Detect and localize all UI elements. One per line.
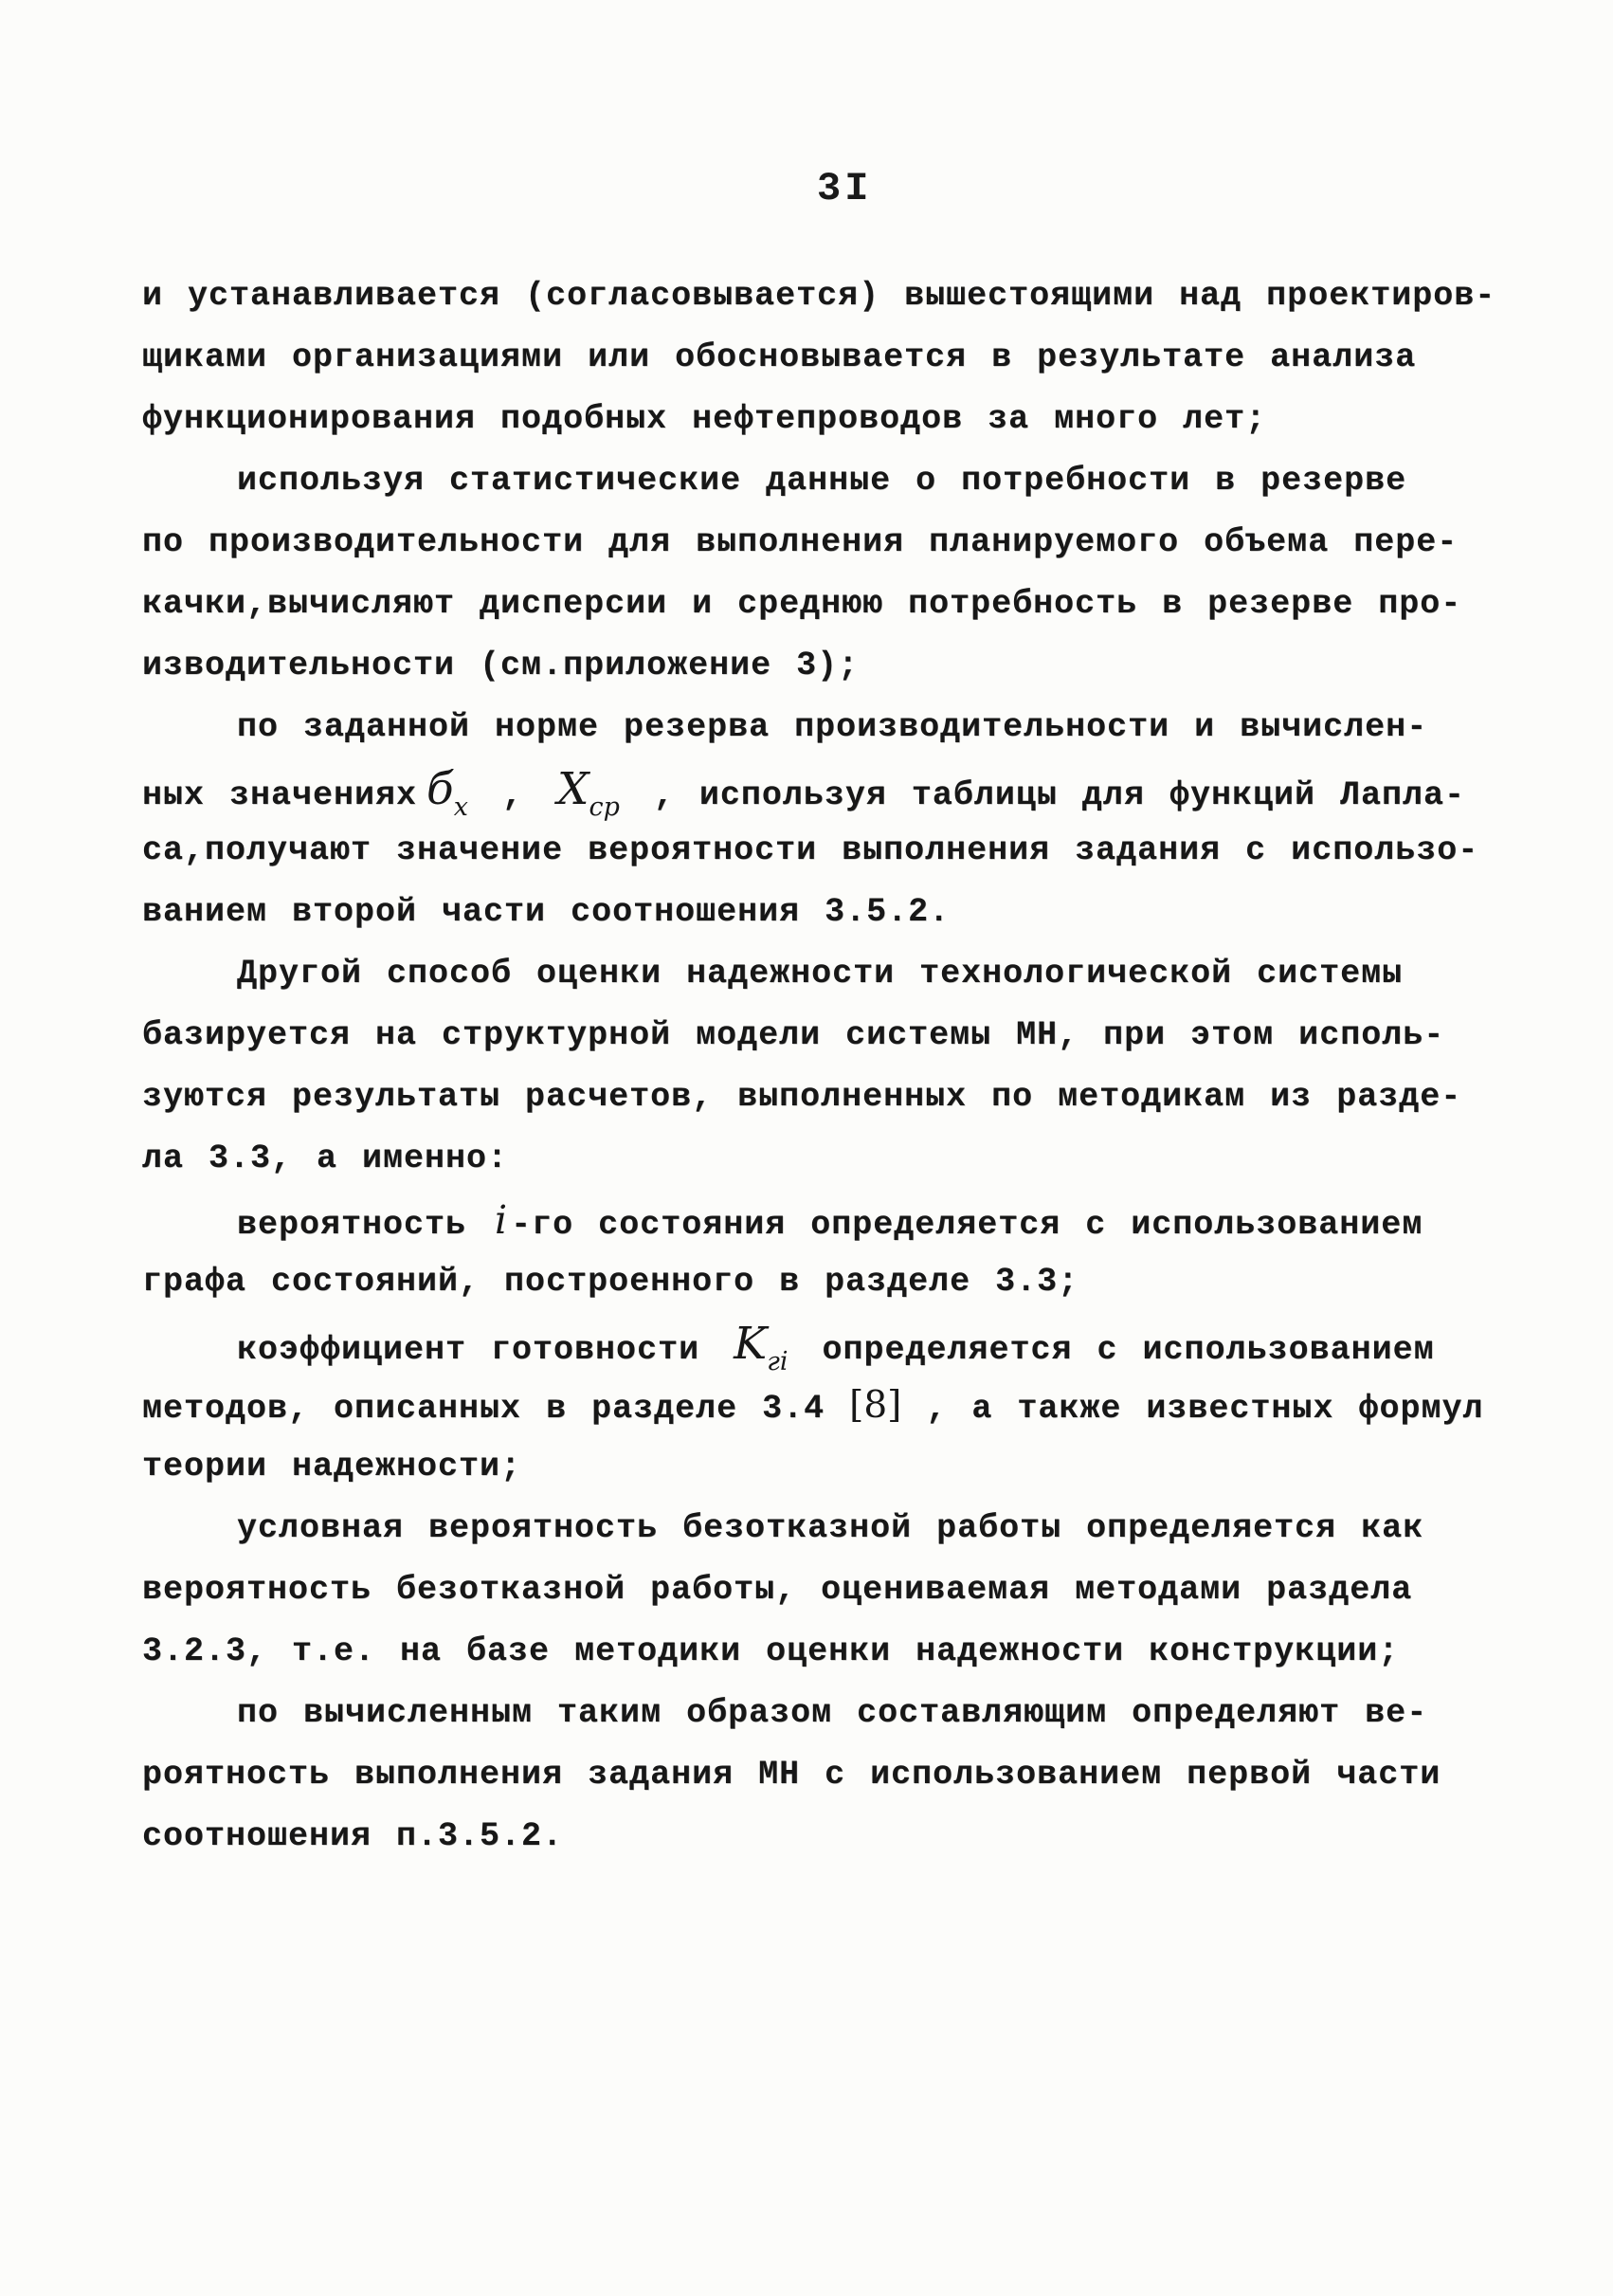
sigma-x-symbol [426, 763, 468, 822]
text-line: соотношения п.3.5.2. [142, 1817, 564, 1855]
text-line: базируется на структурной модели системы МН, при этом исполь- [142, 1016, 1445, 1054]
text-line-with-citation [142, 1375, 1545, 1436]
text-line: Другой способ оценки надежности технологической системы [237, 955, 1404, 993]
line-text: коэффициент готовности [237, 1331, 725, 1369]
line-text: ных значениях [142, 776, 418, 814]
line-text: вероятность [237, 1206, 492, 1244]
text-line: 3.2.3, т.е. на базе методики оценки надежности конструкции; [142, 1632, 1400, 1670]
document-body [142, 265, 1545, 1868]
line-text: , используя таблицы для функций Лапла- [628, 776, 1465, 814]
text-line: щиками организациями или обосновывается в результате анализа [142, 338, 1417, 376]
text-line-with-formula [142, 758, 1545, 820]
x-mean-subscript: ср [589, 793, 620, 822]
i-index-symbol: i [495, 1197, 508, 1243]
k-base: K [734, 1318, 768, 1370]
text-line: по производительности для выполнения планируемого объема пере- [142, 523, 1459, 561]
text-line: зуются результаты расчетов, выполненных по методикам из разде- [142, 1078, 1462, 1116]
text-line: изводительности (см.приложение 3); [142, 647, 860, 684]
x-mean-base: Х [556, 763, 589, 815]
text-line: ванием второй части соотношения 3.5.2. [142, 893, 951, 931]
text-line: ла 3.3, а именно: [142, 1139, 509, 1177]
text-line-with-formula [142, 1313, 1545, 1375]
text-line: вероятность безотказной работы, оцениваемая методами раздела [142, 1571, 1413, 1609]
x-mean-symbol [556, 763, 620, 822]
line-text: методов, описанных в разделе 3.4 [142, 1390, 850, 1428]
text-line: по заданной норме резерва производительности и вычислен- [237, 708, 1428, 746]
line-text: , а также известных формул [901, 1390, 1484, 1428]
citation-ref: [8] [849, 1384, 902, 1427]
availability-coefficient-symbol [734, 1318, 788, 1376]
line-text: , [477, 776, 548, 814]
text-line: и устанавливается (согласовывается) вышестоящими над проектиров- [142, 277, 1496, 315]
text-line: графа состояний, построенного в разделе 3.3; [142, 1263, 1079, 1301]
text-line-with-formula [142, 1190, 1545, 1251]
text-line: роятность выполнения задания МН с использованием первой части [142, 1756, 1441, 1794]
page-number: 3I [817, 166, 873, 211]
line-text: определяется с использованием [797, 1331, 1435, 1369]
text-line: теории надежности; [142, 1448, 522, 1485]
sigma-base: б [426, 763, 454, 815]
text-line: используя статистические данные о потребности в резерве [237, 462, 1407, 500]
line-text: -го состояния определяется с использованием [511, 1206, 1423, 1244]
text-line: качки,вычисляют дисперсии и среднюю потребность в резерве про- [142, 585, 1462, 623]
text-line: функционирования подобных нефтепроводов за много лет; [142, 400, 1267, 438]
text-line: са,получают значение вероятности выполнения задания с использо- [142, 831, 1479, 869]
text-line: по вычисленным таким образом составляющим определяют ве- [237, 1694, 1428, 1732]
sigma-subscript: х [453, 793, 468, 822]
text-line: условная вероятность безотказной работы определяется как [237, 1509, 1424, 1547]
k-subscript: гi [767, 1347, 788, 1376]
